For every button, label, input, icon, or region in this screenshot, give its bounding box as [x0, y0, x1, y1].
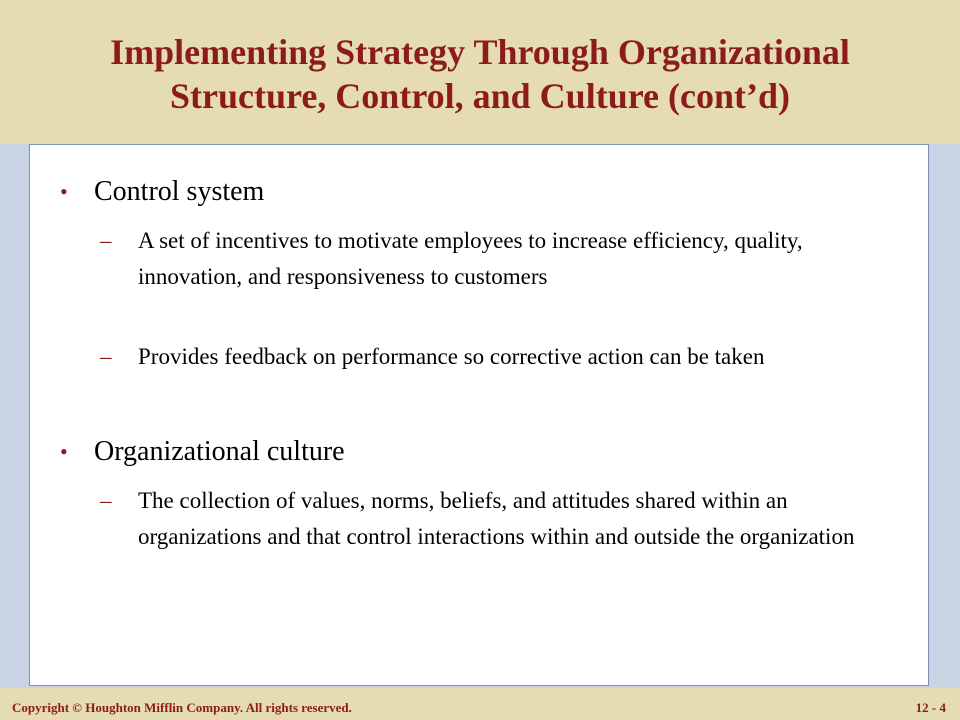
side-band [930, 144, 960, 688]
sub-bullet-incentives [100, 223, 900, 295]
bullet-marker-2: • [60, 439, 68, 464]
sub-marker-1: – [100, 228, 112, 253]
sub-text-1: A set of incentives to motivate employees to increase efficiency, quality, innovation, and responsiveness to customers [138, 228, 803, 289]
bullet-marker-1: • [60, 179, 68, 204]
footer [0, 688, 960, 720]
sub-marker-2: – [100, 344, 112, 369]
slide-title-line-1: Implementing Strategy Through Organizational [110, 32, 850, 72]
sub-bullet-feedback [100, 339, 900, 375]
page-number: 12 - 4 [915, 700, 946, 715]
copyright-text: Copyright © Houghton Mifflin Company. All rights reserved. [12, 700, 352, 715]
slide-title [0, 30, 960, 118]
sub-text-2: Provides feedback on performance so corrective action can be taken [138, 344, 765, 369]
bullet-label-2: Organizational culture [94, 436, 345, 467]
bullet-label-1: Control system [94, 176, 265, 207]
title-band [0, 0, 960, 144]
sub-bullet-culture-definition [100, 483, 900, 555]
slide-title-line-2: Structure, Control, and Culture (cont’d) [170, 76, 790, 116]
sub-marker-3: – [100, 488, 112, 513]
sub-text-3: The collection of values, norms, beliefs, and attitudes shared within an organizations and that control interactions within and outside the organization [138, 488, 855, 549]
content-panel [29, 144, 929, 686]
